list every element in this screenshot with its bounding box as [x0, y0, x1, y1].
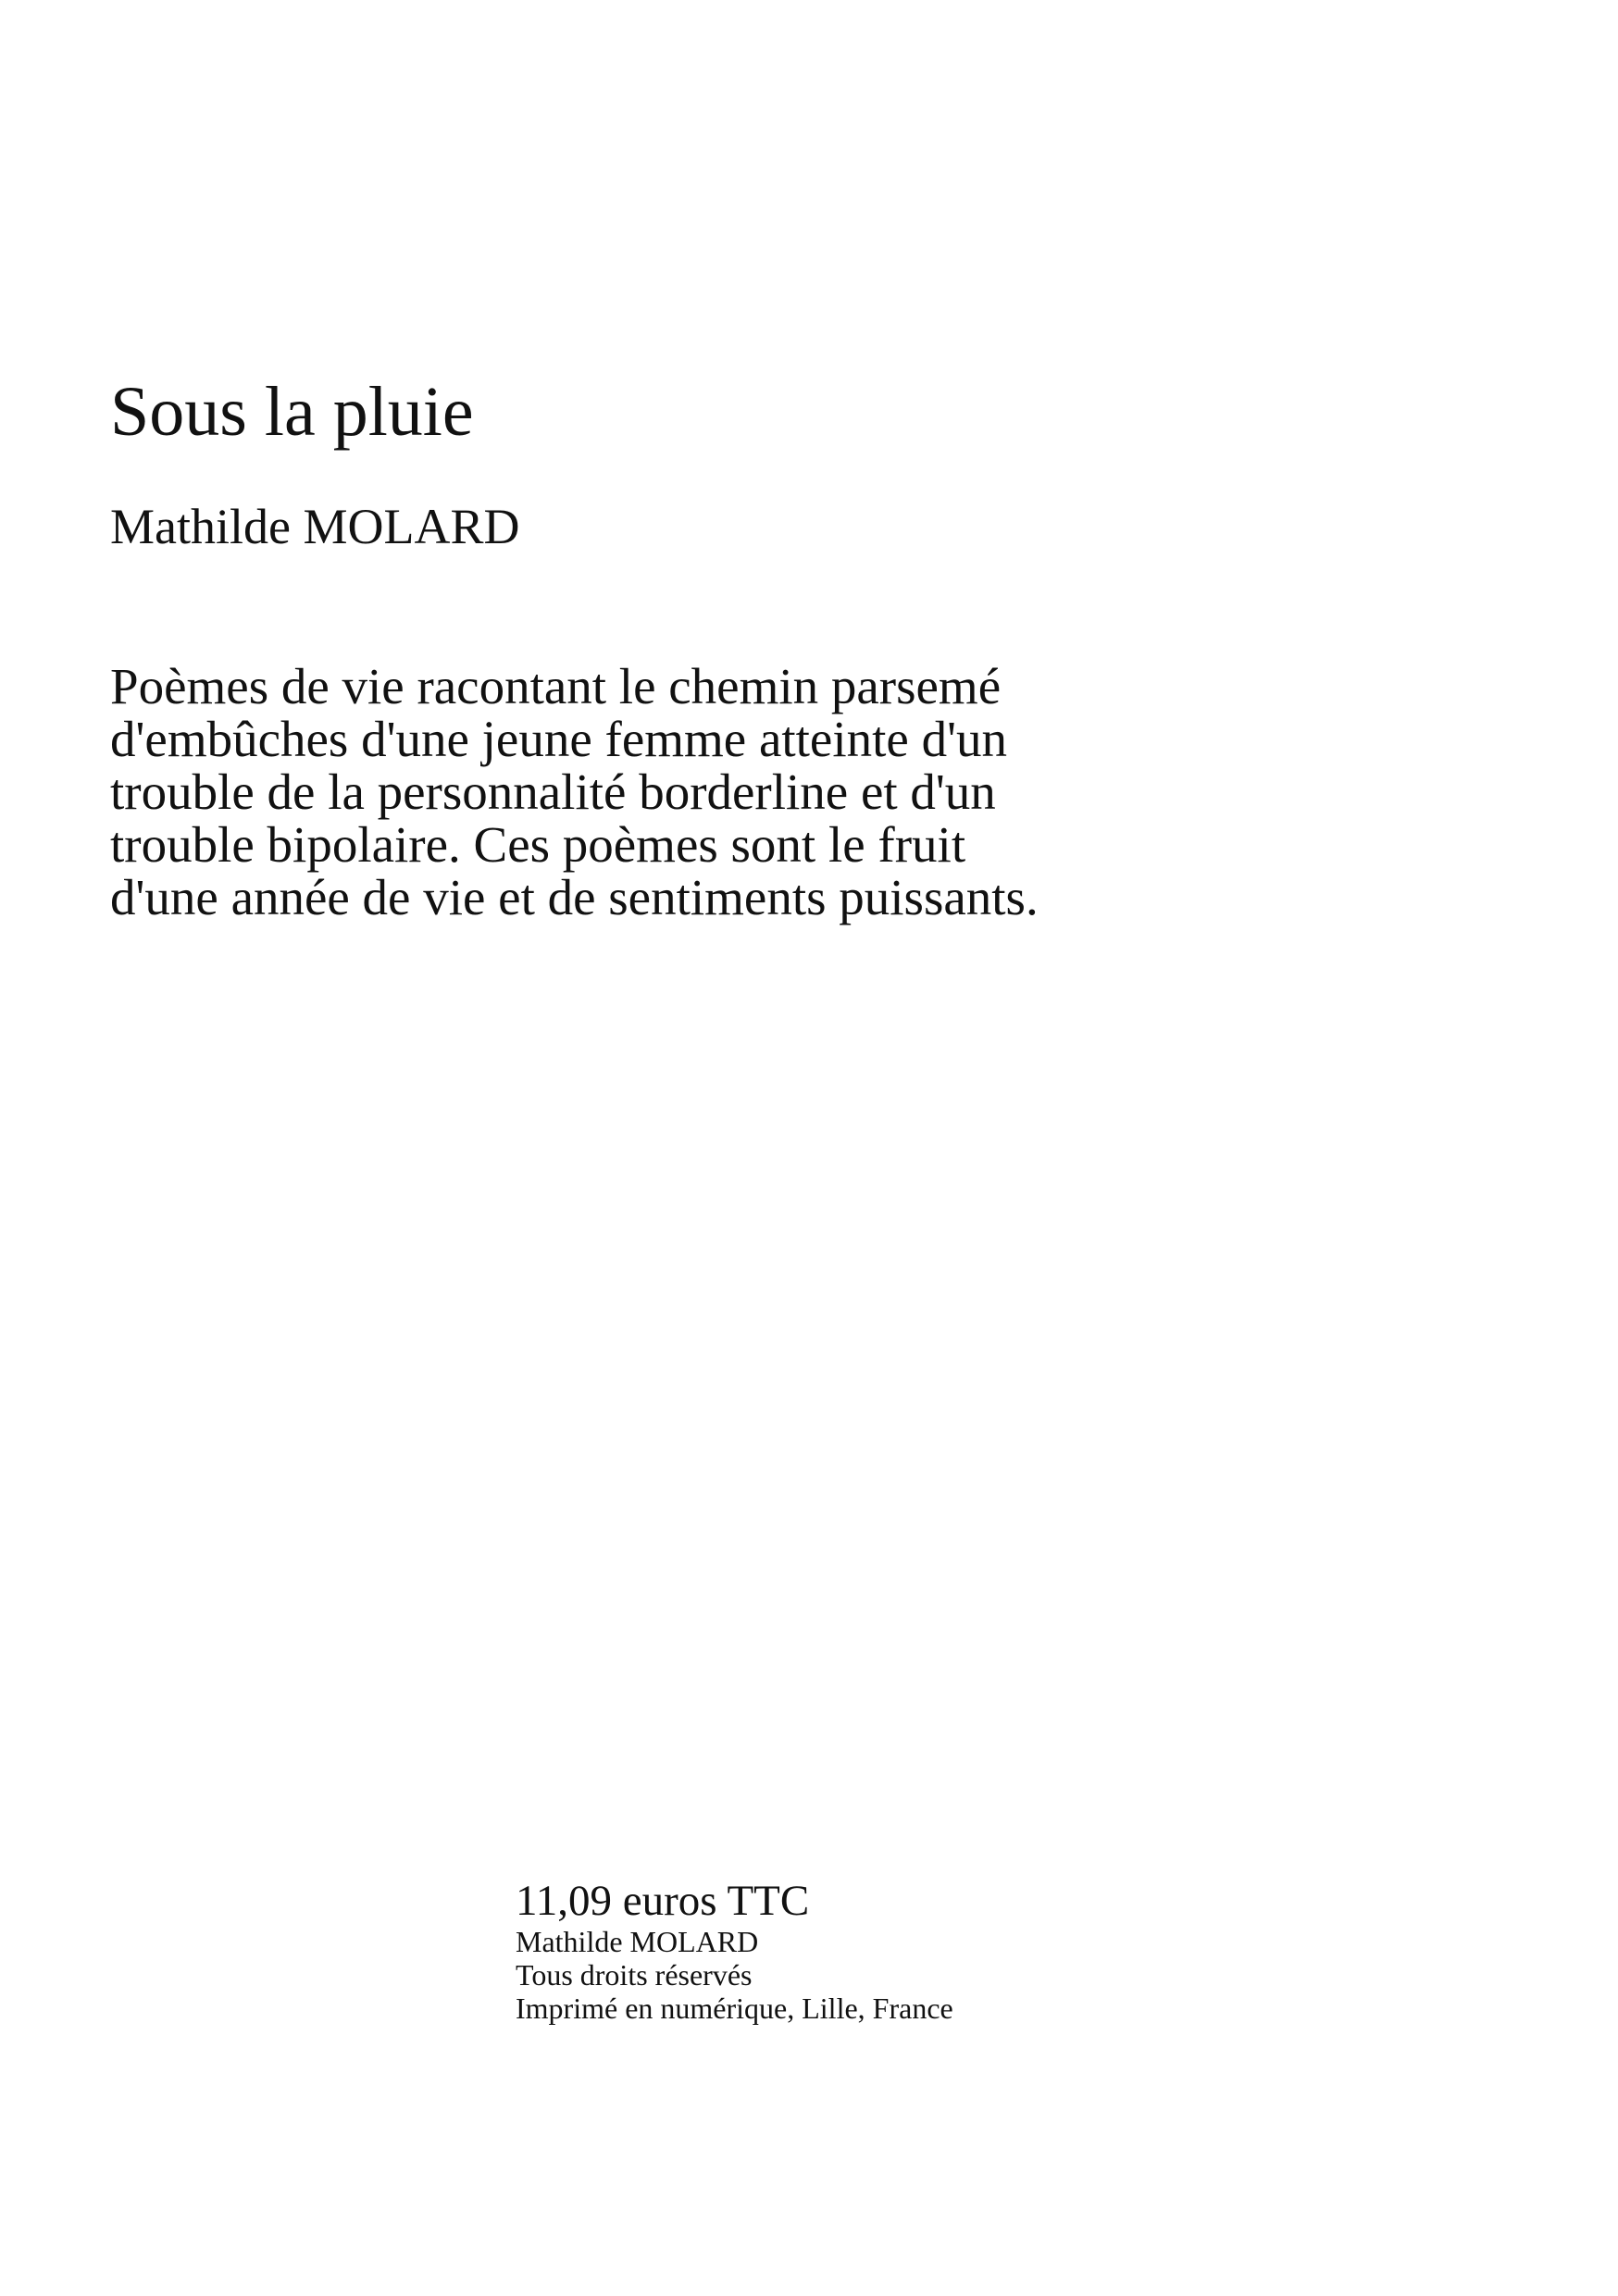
- rights-notice: Tous droits réservés: [516, 1958, 753, 1992]
- book-title: Sous la pluie: [110, 373, 474, 451]
- blurb-line: trouble bipolaire. Ces poèmes sont le fruit: [110, 816, 966, 873]
- blurb-line: Poèmes de vie racontant le chemin parsemé: [110, 658, 1002, 714]
- book-author: Mathilde MOLARD: [110, 499, 520, 554]
- price-label: 11,09 euros TTC: [516, 1877, 810, 1925]
- blurb-line: trouble de la personnalité borderline et d'un: [110, 763, 996, 820]
- blurb-line: d'une année de vie et de sentiments puissants.: [110, 869, 1039, 925]
- publisher-name: Mathilde MOLARD: [516, 1925, 759, 1958]
- book-blurb: [110, 660, 1258, 924]
- blurb-line: d'embûches d'une jeune femme atteinte d'un: [110, 711, 1007, 767]
- imprint-block: [516, 1877, 953, 2025]
- printing-location: Imprimé en numérique, Lille, France: [516, 1992, 953, 2025]
